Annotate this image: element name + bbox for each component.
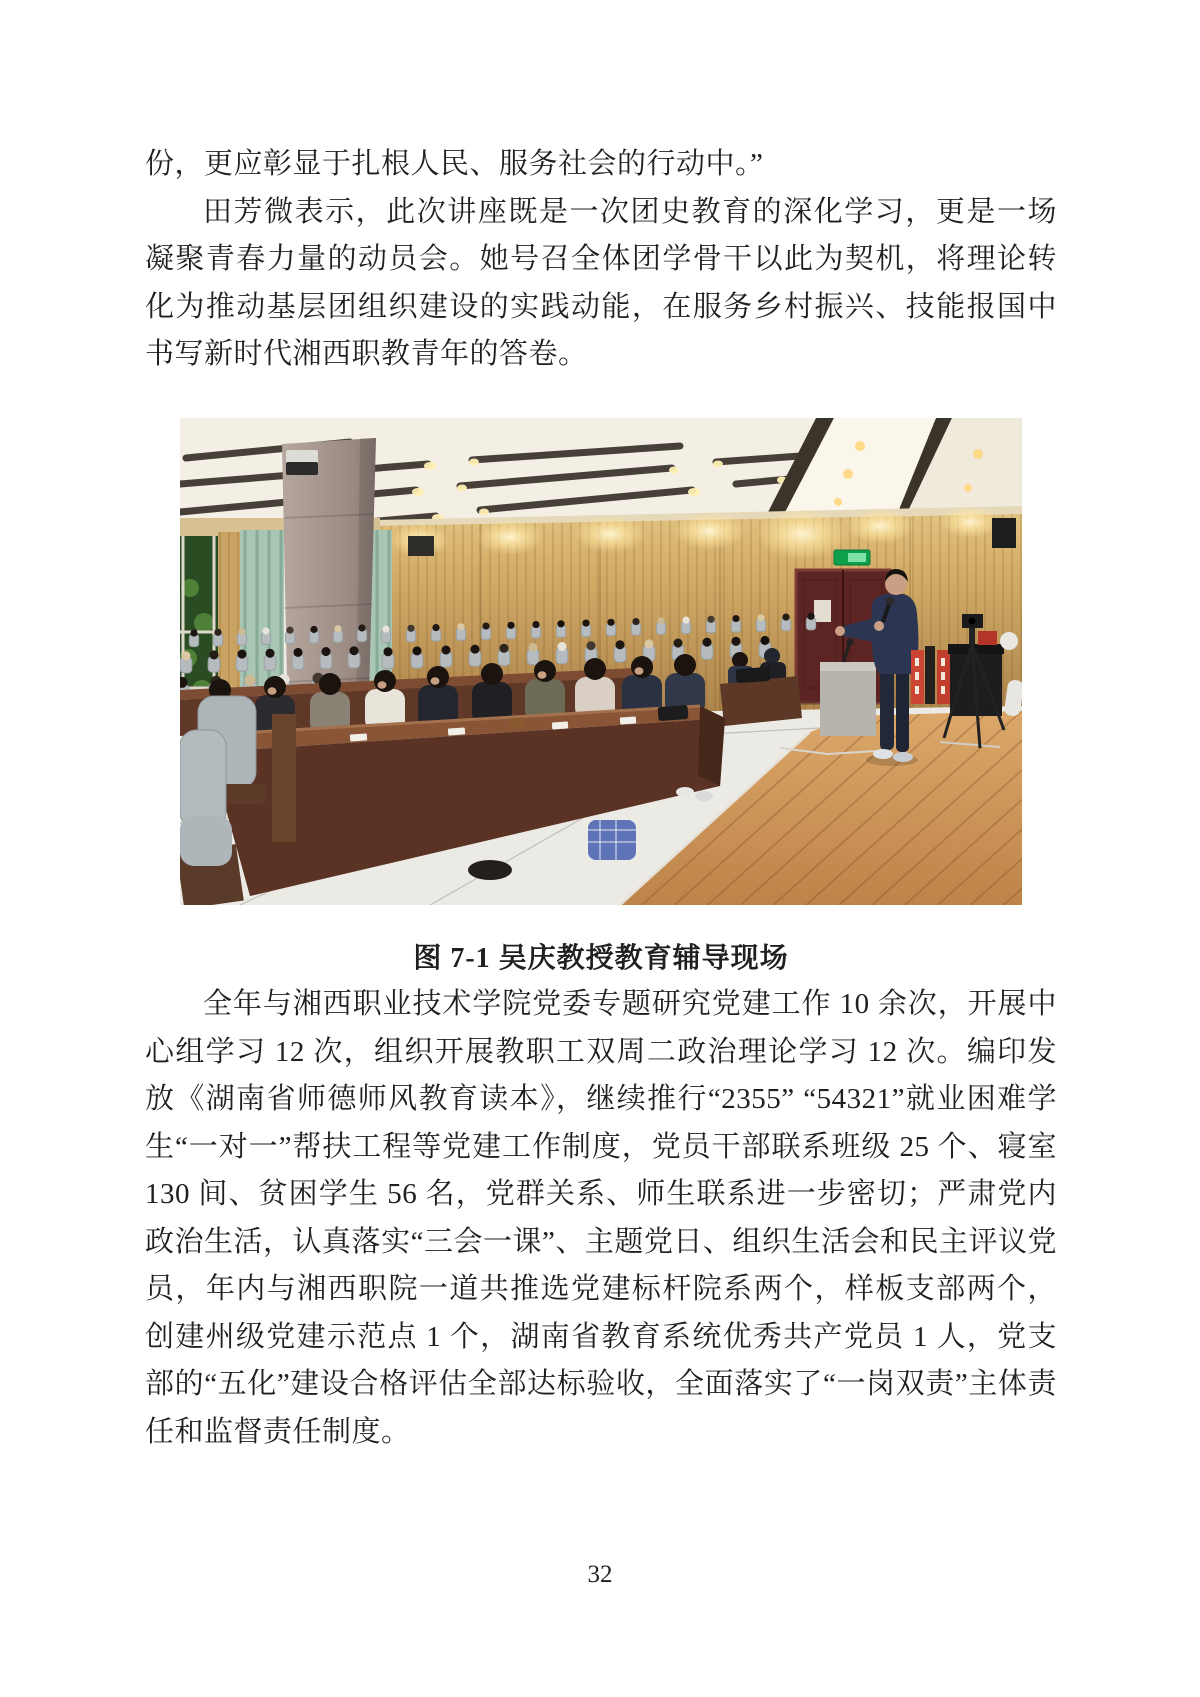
lecture-hall-scene — [180, 418, 1022, 905]
door-sign — [814, 600, 831, 622]
paragraph-continued: 份，更应彰显于扎根人民、服务社会的行动中。” — [145, 148, 764, 180]
page-content — [145, 141, 1057, 1456]
paragraph-party-building: 全年与湘西职业技术学院党委专题研究党建工作 10 余次，开展中心组学习 12 次，组织开展教职工双周二政治理论学习 12 次。编印发放《湖南省师德师风教育读本》，继续推行“2355” “54321”就业困难学生“一对一”帮扶工程等党建工作制度，党员干部联系班级 25 个、寝室 130 间、贫困学生 56 名，党群关系、师生联系进一步密切；严肃党内政治生活，认真落实“三会一课”、主题党日、组织生活会和民主评议党员，年内与湘西职院一道共推选党建标杆院系两个，样板支部两个，创建州级党建示范点 1 个，湖南省教育系统优秀共产党员 1 人，党支部的“五化”建设合格评估全部达标验收，全面落实了“一岗双责”主体责任和监督责任制度。 — [145, 988, 1057, 1448]
projector-icon — [286, 450, 318, 475]
paragraph-tianfangwei: 田芳微表示，此次讲座既是一次团史教育的深化学习，更是一场凝聚青春力量的动员会。她号召全体团学骨干以此为契机，将理论转化为推动基层团组织建设的实践动能，在服务乡村振兴、技能报国中书写新时代湘西职教青年的答卷。 — [145, 195, 1057, 370]
figure-caption: 图 7-1 吴庆教授教育辅导现场 — [413, 943, 789, 974]
figure-photo — [180, 418, 1022, 905]
corner-speaker-icon — [992, 518, 1016, 548]
wall-speaker-icon — [408, 536, 434, 556]
page-number: 32 — [587, 1561, 613, 1588]
figure-block — [145, 418, 1057, 977]
